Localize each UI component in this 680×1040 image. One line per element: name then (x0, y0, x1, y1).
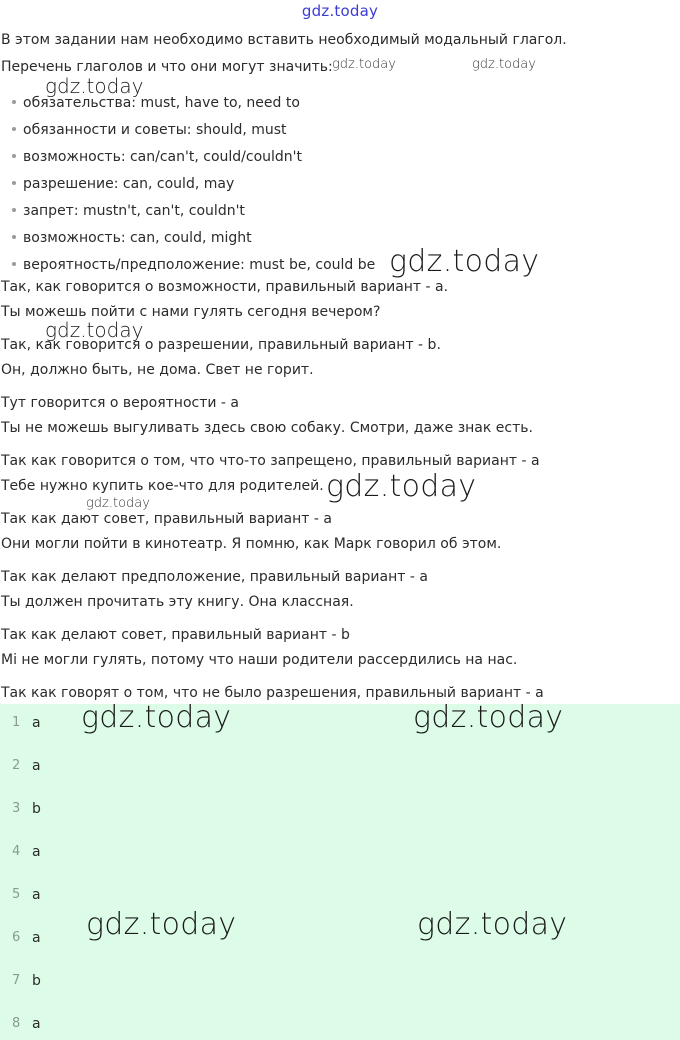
translation-line: Они могли пойти в кинотеатр. Я помню, как Марк говорил об этом. (1, 536, 502, 552)
explanation-line: Так как говорится о том, что что-то запрещено, правильный вариант - a (1, 453, 540, 469)
answer-value: b (32, 801, 41, 817)
watermark: gdz.today (86, 496, 150, 511)
watermark: gdz.today (45, 74, 144, 98)
answer-number: 2 (12, 758, 21, 773)
bullet-dot-icon (12, 208, 16, 212)
watermark: gdz.today (413, 700, 564, 735)
answers-panel (0, 704, 680, 1040)
list-item: разрешение: can, could, may (12, 175, 234, 193)
explanation-line: Так, как говорится о разрешении, правильный вариант - b. (1, 337, 441, 353)
site-brand[interactable]: gdz.today (301, 2, 379, 20)
watermark: gdz.today (326, 469, 477, 504)
watermark: gdz.today (332, 57, 396, 72)
watermark: gdz.today (417, 907, 568, 942)
answer-value: a (32, 715, 41, 731)
bullet-dot-icon (12, 100, 16, 104)
answer-number: 4 (12, 844, 21, 859)
answer-value: a (32, 1016, 41, 1032)
watermark: gdz.today (81, 700, 232, 735)
list-title: Перечень глаголов и что они могут значить: (1, 59, 333, 75)
translation-line: Ты не можешь выгуливать здесь свою собаку. Смотри, даже знак есть. (1, 420, 533, 436)
answer-number: 5 (12, 887, 21, 902)
list-item: обязательства: must, have to, need to (12, 94, 300, 112)
bullet-dot-icon (12, 262, 16, 266)
bullet-dot-icon (12, 181, 16, 185)
answer-value: a (32, 758, 41, 774)
watermark: gdz.today (45, 318, 144, 342)
explanation-line: Тут говорится о вероятности - a (1, 395, 239, 411)
list-item: обязанности и советы: should, must (12, 121, 287, 139)
list-item: возможность: can/can't, could/couldn't (12, 148, 302, 166)
answer-number: 8 (12, 1016, 21, 1031)
explanation-line: Так как дают совет, правильный вариант - a (1, 511, 332, 527)
explanation-line: Так, как говорится о возможности, правильный вариант - a. (1, 279, 449, 295)
answer-value: a (32, 887, 41, 903)
list-item: запрет: mustn't, can't, couldn't (12, 202, 245, 220)
watermark: gdz.today (86, 907, 237, 942)
explanation-line: Так как делают предположение, правильный вариант - a (1, 569, 428, 585)
list-item: возможность: can, could, might (12, 229, 252, 247)
explanation-line: Так как делают совет, правильный вариант - b (1, 627, 350, 643)
watermark: gdz.today (472, 57, 536, 72)
answer-number: 6 (12, 930, 21, 945)
translation-line: Мі не могли гулять, потому что наши родители рассердились на нас. (1, 652, 518, 668)
watermark: gdz.today (389, 244, 540, 279)
answer-value: a (32, 930, 41, 946)
translation-line: Тебе нужно купить кое-что для родителей. (1, 478, 324, 494)
answer-number: 3 (12, 801, 21, 816)
explanation-line: Так как говорят о том, что не было разрешения, правильный вариант - a (1, 685, 544, 701)
answer-value: b (32, 973, 41, 989)
answer-number: 1 (12, 715, 21, 730)
list-item: вероятность/предположение: must be, could be (12, 256, 375, 274)
translation-line: Он, должно быть, не дома. Свет не горит. (1, 362, 314, 378)
answer-number: 7 (12, 973, 21, 988)
answer-value: a (32, 844, 41, 860)
bullet-dot-icon (12, 235, 16, 239)
bullet-dot-icon (12, 154, 16, 158)
bullet-dot-icon (12, 127, 16, 131)
intro-text: В этом задании нам необходимо вставить необходимый модальный глагол. (1, 32, 567, 48)
translation-line: Ты можешь пойти с нами гулять сегодня вечером? (1, 304, 381, 320)
translation-line: Ты должен прочитать эту книгу. Она классная. (1, 594, 354, 610)
